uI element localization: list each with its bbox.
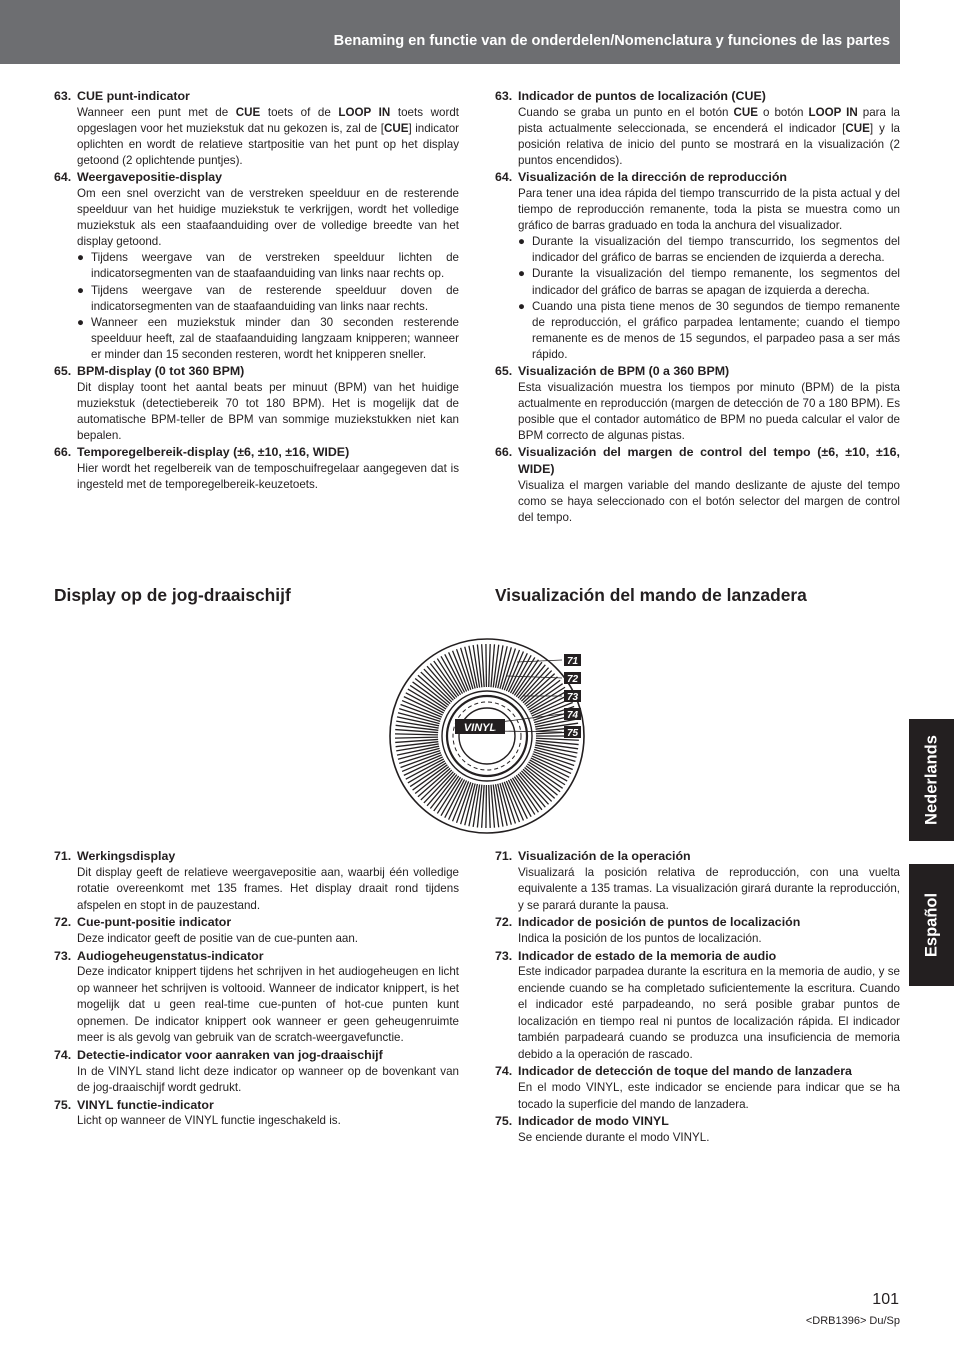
item-body: Este indicador parpadea durante la escritura en la memoria de audio, y se enciende cuando se ha completado suficientemente la escritura. Cuando el indicador esté parpadeando, no será posible grabar puntos de localización en tiempo real ni puntos de localización rápida. El indicador también parpadeará cuando se produzca una insuficiencia de memoria debido a la operación de rascado.	[518, 965, 900, 1061]
item-title-text: Visualización de la dirección de reproducción	[518, 170, 788, 185]
item-number: 63.	[54, 89, 72, 103]
item-body: Hier wordt het regelbereik van de temposchuifregelaar aangegeven dat is ingesteld met de temporegelbereik-keuzetoets.	[77, 461, 459, 492]
item-number: 65.	[495, 364, 513, 378]
bullet-text: Wanneer een muziekstuk minder dan 30 seconden resterende speelduur heeft, zal de staafaanduiding langzaam knipperen; wanneer er minder dan 15 seconden resteren, wordt het knipperen sneller.	[91, 315, 459, 361]
list-item	[495, 169, 900, 363]
item-body: Deze indicator knippert tijdens het schrijven in het audiogeheugen en licht op wanneer het schrijven is voltooid. Wanneer de indicator knippert, is het mogelijk dat u geen real-time cue-punten of hot-cue punten kunt opnemen. De indicator knippert ook wanneer er geen geheugenruimte meer is als gevolg van gebruik van de scratch-weergavefunctie.	[77, 965, 459, 1045]
item-title-text: Temporegelbereik-display (±6, ±10, ±16, WIDE)	[77, 445, 350, 460]
side-tab-nederlands-label: Nederlands	[922, 735, 940, 825]
dutch-section-heading: Display op de jog-draaischijf	[54, 585, 291, 605]
item-title-text: Visualización de la operación	[518, 849, 691, 863]
list-item	[54, 948, 459, 1047]
list-item	[495, 88, 900, 169]
item-title-text: Detectie-indicator voor aanraken van jog-draaischijf	[77, 1047, 383, 1062]
operation-segment	[395, 734, 438, 735]
touch-detection-ring	[459, 708, 515, 764]
list-item	[495, 444, 900, 526]
side-tab-nederlands	[909, 719, 954, 841]
item-number: 72.	[495, 915, 513, 930]
bullet-dot-icon: ●	[77, 283, 85, 297]
item-body: Om een snel overzicht van de verstreken speelduur en de resterende speelduur van het huidige muziekstuk te verkrijgen, wordt het volledige muziekstuk als een staafaanduiding over de volledige breedte van het display getoond.	[77, 186, 459, 249]
item-title	[495, 363, 900, 380]
bullet-item	[495, 266, 900, 298]
item-title	[54, 848, 459, 865]
item-number: 73.	[54, 948, 72, 963]
item-title	[54, 444, 459, 461]
item-title	[495, 848, 900, 865]
item-title-text: Visualización del margen de control del tempo (±6, ±10, ±16, WIDE)	[518, 445, 900, 476]
list-item	[54, 914, 459, 947]
item-body: Se enciende durante el modo VINYL.	[518, 1130, 710, 1144]
item-number: 75.	[54, 1097, 72, 1112]
item-title	[54, 1047, 459, 1064]
bullet-text: Durante la visualización del tiempo remanente, los segmentos del indicador del gráfico de barras se apagan de izquierda a derecha.	[532, 267, 900, 297]
item-number: 72.	[54, 915, 72, 930]
item-number: 71.	[495, 849, 513, 863]
bullet-dot-icon: ●	[77, 315, 85, 329]
item-number: 64.	[495, 170, 513, 185]
item-title-text: Audiogeheugenstatus-indicator	[77, 948, 264, 963]
dutch-bottom-column	[54, 848, 459, 1130]
operation-segment	[395, 737, 438, 738]
bullet-item	[54, 315, 459, 363]
item-title	[495, 444, 900, 478]
page-header-title: Benaming en functie van de onderdelen/Nomenclatura y funciones de las partes	[333, 33, 890, 49]
list-item	[54, 363, 459, 444]
bullet-dot-icon: ●	[518, 299, 526, 313]
operation-segment	[486, 644, 487, 687]
side-tab-espanol	[909, 864, 954, 986]
bullet-item	[54, 250, 459, 282]
item-number: 65.	[54, 364, 72, 378]
operation-segment	[482, 644, 485, 687]
item-title-text: CUE punt-indicator	[77, 89, 190, 103]
item-number: 63.	[495, 89, 513, 103]
operation-segment	[486, 785, 487, 828]
item-title	[495, 88, 900, 105]
item-title-text: Indicador de detección de toque del mando de lanzadera	[518, 1064, 852, 1079]
item-title	[54, 88, 459, 105]
operation-segment	[489, 644, 491, 687]
bullet-text: Tijdens weergave van de verstreken speelduur lichten de indicatorsegmenten van de staafaanduiding van links naar rechts op.	[91, 251, 459, 281]
item-number: 64.	[54, 170, 72, 185]
list-item	[54, 848, 459, 914]
item-body: Deze indicator geeft de positie van de cue-punten aan.	[77, 932, 359, 946]
callout-number-71: 71	[566, 656, 579, 667]
list-item	[54, 444, 459, 493]
operation-segment	[489, 785, 491, 828]
item-title-text: BPM-display (0 tot 360 BPM)	[77, 364, 245, 378]
item-number: 73.	[495, 948, 513, 963]
item-number: 74.	[495, 1064, 513, 1079]
item-body: En el modo VINYL, este indicador se enciende para indicar que se ha tocado la superficie del mando de lanzadera.	[518, 1081, 900, 1111]
item-body: In de VINYL stand licht deze indicator op wanneer op de bovenkant van de jog-draaischijf wordt gedrukt.	[77, 1064, 459, 1095]
list-item	[54, 1047, 459, 1097]
item-body: Visualiza el margen variable del mando deslizante de ajuste del tempo como se haya seleccionado con el botón selector del margen de control del tempo.	[518, 478, 900, 524]
item-title	[54, 1097, 459, 1114]
document-code: <DRB1396> Du/Sp	[805, 1315, 900, 1327]
list-item	[495, 848, 900, 914]
bullet-text: Cuando una pista tiene menos de 30 segundos de tiempo remanente de reproducción, el gráfico parpadea lentamente; cuando el tiempo remanente es de menos de 15 segundos, el parpadeo pasa a ser más rápido.	[532, 299, 900, 361]
jog-display-diagram	[382, 636, 592, 836]
item-title-text: Weergavepositie-display	[77, 170, 223, 185]
callout-number-74: 74	[566, 710, 579, 721]
spanish-section-heading: Visualización del mando de lanzadera	[495, 585, 807, 605]
bullet-text: Tijdens weergave van de resterende speelduur doven de indicatorsegmenten van de staafaanduiding van links naar rechts.	[91, 283, 459, 313]
item-title	[495, 914, 900, 931]
item-title	[54, 363, 459, 380]
item-title-text: Indicador de estado de la memoria de audio	[518, 948, 777, 963]
item-body: Dit display toont het aantal beats per minuut (BPM) van het huidige muziekstuk (detectiebereik 70 tot 180 BPM). Het is mogelijk dat de automatische BPM-teller de BPM van sommige muziekstukken niet kan bepalen.	[77, 380, 459, 443]
item-body: Dit display geeft de relatieve weergavepositie aan, waarbij één volledige rotatie overeenkomt met 135 frames. Het display draait rond tijdens afspelen en stopt in de pauzestand.	[77, 865, 459, 912]
list-item	[54, 88, 459, 169]
item-title-text: VINYL functie-indicator	[77, 1097, 214, 1112]
item-number: 75.	[495, 1114, 513, 1129]
item-title-text: Cue-punt-positie indicator	[77, 915, 232, 930]
vinyl-label: VINYL	[463, 722, 497, 734]
list-item	[495, 363, 900, 444]
bullet-dot-icon: ●	[518, 267, 526, 281]
item-title-text: Werkingsdisplay	[77, 849, 176, 863]
page-number: 101	[872, 1291, 899, 1308]
spanish-top-column	[495, 88, 900, 526]
item-body: Wanneer een punt met de CUE toets of de LOOP IN toets wordt opgeslagen voor het muziekstuk dat nu gekozen is, zal de [CUE] indicator oplichten en wordt de relatieve startpositie van het punt op het display getoond (2 oplichtende puntjes).	[77, 105, 460, 168]
callout-number-72: 72	[566, 674, 579, 685]
item-body: Indica la posición de los puntos de localización.	[518, 932, 762, 946]
bullet-item	[495, 299, 900, 363]
operation-segment	[482, 785, 485, 828]
header-bar	[0, 0, 900, 64]
dutch-top-column	[54, 88, 459, 493]
item-body: Para tener una idea rápida del tiempo transcurrido de la pista actual y del tiempo de reproducción remanente, toda la pista se muestra como un gráfico de barras graduado en toda la anchura del visualizador.	[518, 186, 900, 233]
item-title	[54, 914, 459, 931]
bullet-item	[54, 283, 459, 315]
item-title	[54, 169, 459, 186]
item-title-text: Indicador de puntos de localización (CUE)	[518, 89, 766, 103]
item-body: Visualizará la posición relativa de reproducción, con una vuelta equivalente a 135 tramas. La visualización girará durante la reproducción, y se parará durante la pausa.	[518, 865, 900, 912]
side-tab-espanol-label: Español	[922, 892, 940, 958]
list-item	[54, 1097, 459, 1130]
item-title	[495, 169, 900, 186]
bullet-dot-icon: ●	[77, 251, 85, 265]
item-title	[495, 1113, 900, 1130]
item-number: 66.	[54, 445, 72, 460]
callout-number-75: 75	[566, 728, 579, 739]
item-number: 66.	[495, 445, 513, 460]
bullet-item	[495, 234, 900, 266]
item-title	[54, 948, 459, 965]
item-body: Cuando se graba un punto en el botón CUE o botón LOOP IN para la pista actualmente seleccionada, se encenderá el indicador [CUE] y la posición relativa de inicio del punto se mostrará en la visualización (2 puntos encendidos).	[518, 105, 901, 168]
item-title-text: Visualización de BPM (0 a 360 BPM)	[518, 364, 730, 378]
callout-number-73: 73	[566, 692, 579, 703]
list-item	[495, 914, 900, 947]
operation-segment	[533, 752, 574, 766]
item-title	[495, 948, 900, 965]
list-item	[495, 1113, 900, 1146]
item-title-text: Indicador de modo VINYL	[518, 1114, 669, 1129]
bullet-text: Durante la visualización del tiempo transcurrido, los segmentos del indicador del gráfico de barras se encienden de izquierda a derecha.	[532, 235, 900, 265]
item-body: Esta visualización muestra los tiempos por minuto (BPM) de la pista actualmente en reproducción (margen de detección de 70 a 180 BPM). Es posible que el contador automático de BPM no pueda calcular el valor de BPM correcto de algunas pistas.	[518, 380, 900, 443]
spanish-bottom-column	[495, 848, 900, 1146]
bullet-dot-icon: ●	[518, 235, 526, 249]
list-item	[495, 1063, 900, 1113]
list-item	[495, 948, 900, 1064]
item-number: 74.	[54, 1047, 72, 1062]
item-number: 71.	[54, 849, 72, 863]
item-title-text: Indicador de posición de puntos de localización	[518, 915, 801, 930]
list-item	[54, 169, 459, 363]
item-body: Licht op wanneer de VINYL functie ingeschakeld is.	[77, 1114, 341, 1128]
item-title	[495, 1063, 900, 1080]
